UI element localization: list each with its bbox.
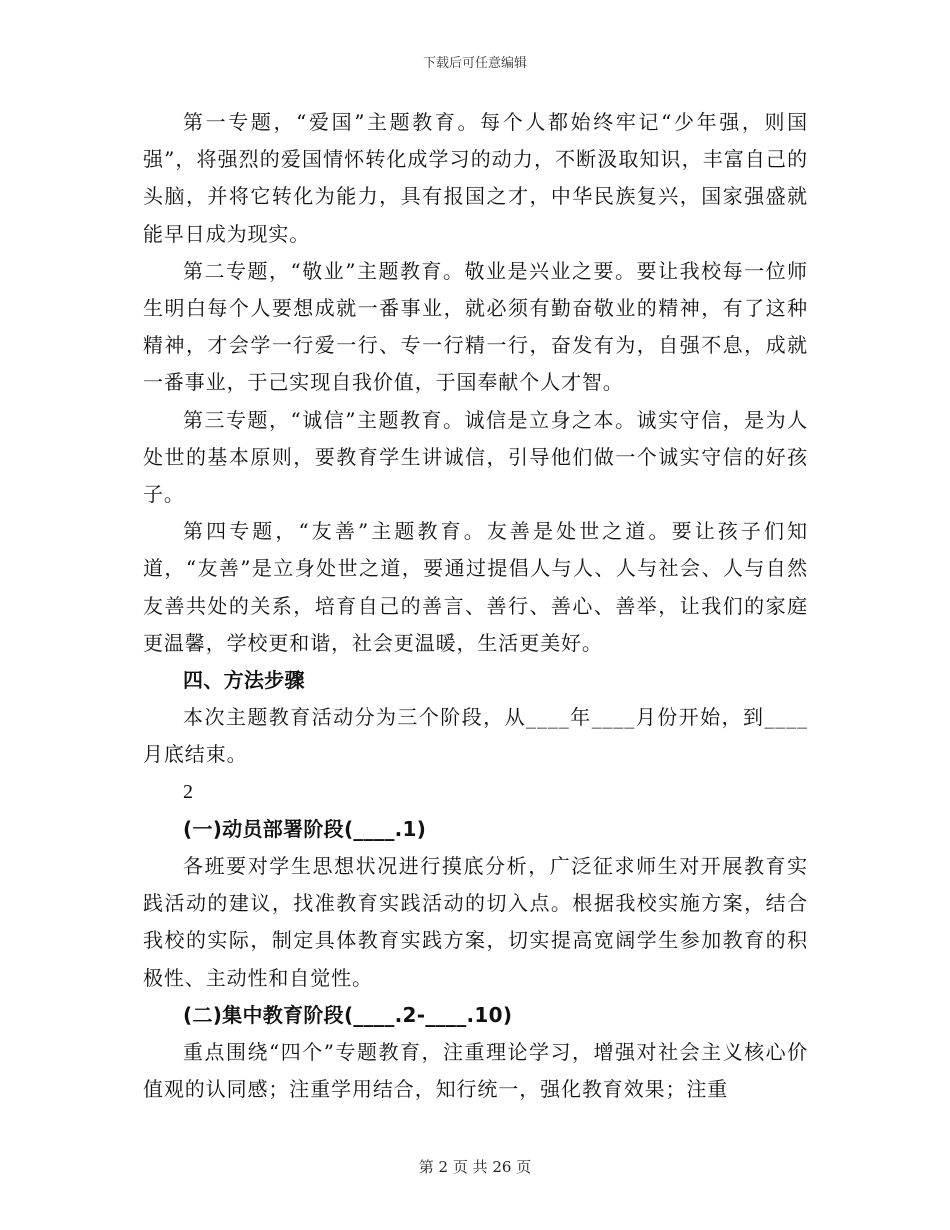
paragraph-integrity: 第三专题，“诚信”主题教育。诚信是立身之本。诚实守信，是为人处世的基本原则，要教育学生讲诚信，引导他们做一个诚实守信的好孩子。	[143, 407, 808, 507]
inline-page-mark: 2	[183, 780, 194, 803]
paragraph-dedication: 第二专题，“敬业”主题教育。敬业是兴业之要。要让我校每一位师生明白每个人要想成就一番事业，就必须有勤奋敬业的精神，有了这种精神，才会学一行爱一行、专一行精一行，奋发有为，自强不息，成就一番事业，于己实现自我价值，于国奉献个人才智。	[143, 258, 808, 395]
page-footer: 第 2 页 共 26 页	[418, 1158, 532, 1176]
paragraph-stage-2: 重点围绕“四个”专题教育，注重理论学习，增强对社会主义核心价值观的认同感；注重学用结合，知行统一，强化教育效果；注重	[143, 1040, 808, 1102]
paragraph-schedule: 本次主题教育活动分为三个阶段，从____年____月份开始，到____月底结束。	[143, 705, 808, 767]
paragraph-patriotism: 第一专题，“爱国”主题教育。每个人都始终牢记“少年强，则国强”，将强烈的爱国情怀转化成学习的动力，不断汲取知识，丰富自己的头脑，并将它转化为能力，具有报国之才，中华民族复兴，国家强盛就能早日成为现实。	[143, 110, 808, 246]
page-header: 下载后可任意编辑	[422, 56, 527, 71]
paragraph-stage-1: 各班要对学生思想状况进行摸底分析，广泛征求师生对开展教育实践活动的建议，找准教育实践活动的切入点。根据我校实施方案，结合我校的实际，制定具体教育实践方案，切实提高宽阔学生参加教育的积极性、主动性和自觉性。	[143, 854, 808, 990]
document-body	[143, 104, 808, 1108]
subheading-stage-1: (一)动员部署阶段(____.1)	[183, 816, 427, 841]
subheading-stage-2: (二)集中教育阶段(____.2-____.10)	[183, 1002, 513, 1027]
paragraph-friendliness: 第四专题，“友善”主题教育。友善是处世之道。要让孩子们知道，“友善”是立身处世之道，要通过提倡人与人、人与社会、人与自然友善共处的关系，培育自己的善言、善行、善心、善举，让我们的家庭更温馨，学校更和谐，社会更温暖，生活更美好。	[143, 519, 808, 655]
section-heading-methods: 四、方法步骤	[183, 668, 305, 693]
